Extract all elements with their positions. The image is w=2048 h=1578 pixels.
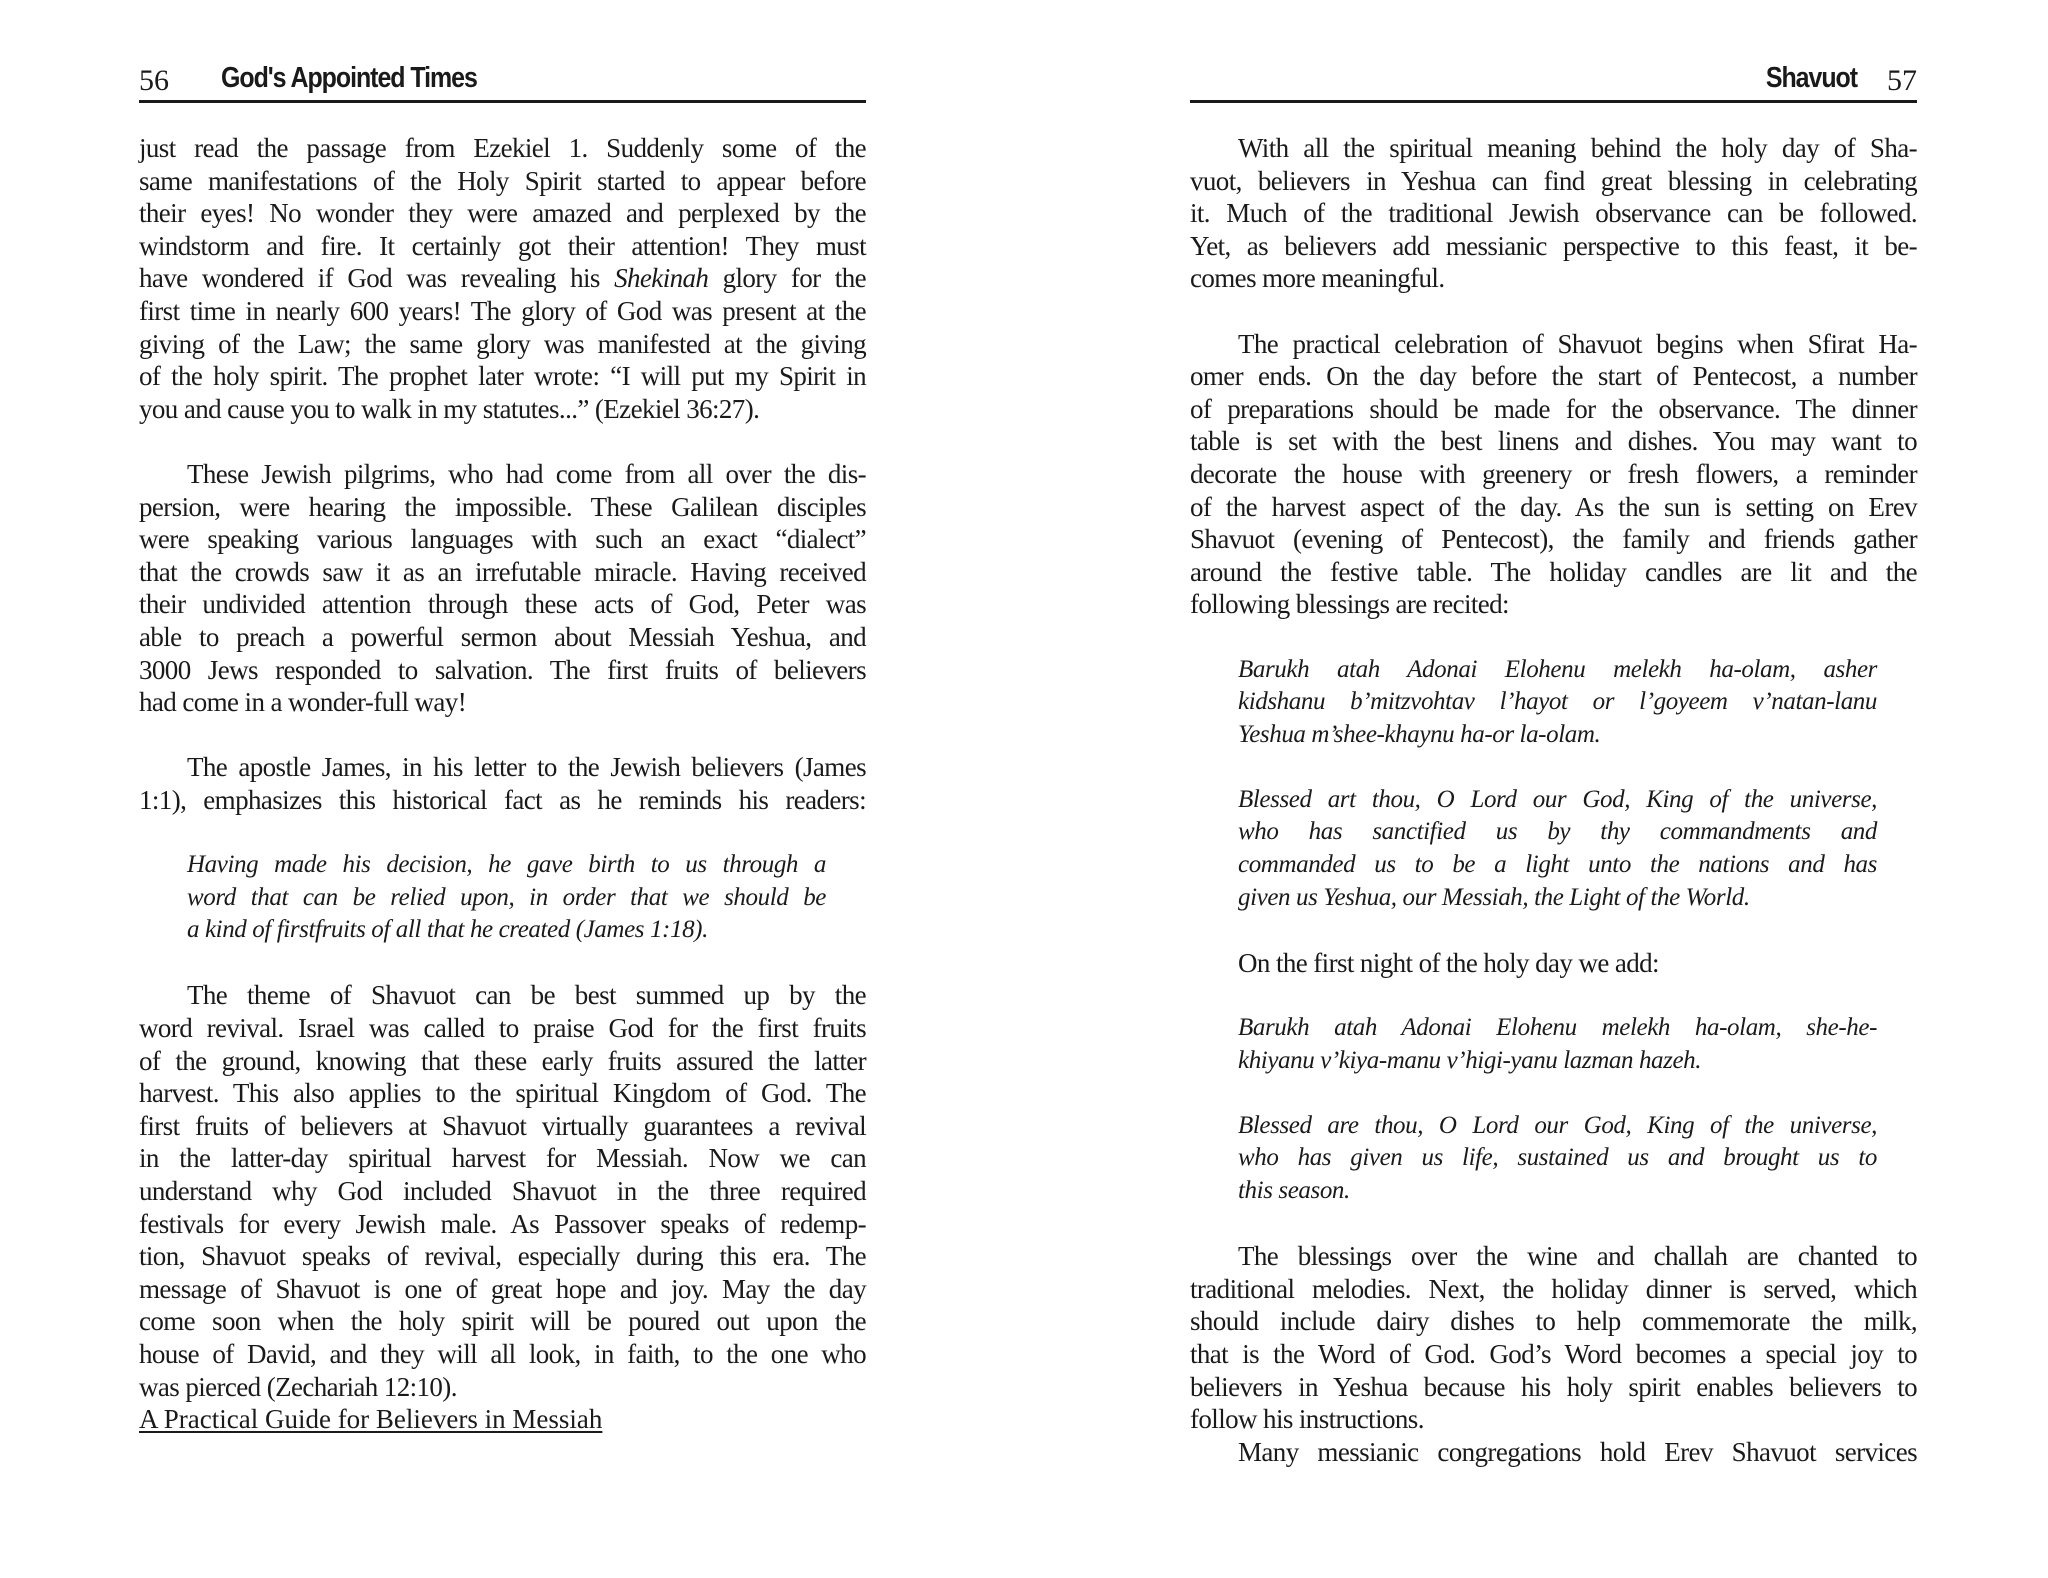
text-line: come soon when the holy spirit will be poured out upon the [139, 1306, 866, 1337]
quote-line: a kind of firstfruits of all that he created (James 1:18). [187, 916, 708, 944]
text-line: The blessings over the wine and challah are chanted to [1238, 1241, 1917, 1272]
text-line: traditional melodies. Next, the holiday dinner is served, which [1190, 1273, 1917, 1304]
paragraph [139, 132, 866, 425]
text-line: message of Shavuot is one of great hope and joy. May the day [139, 1273, 866, 1304]
text-line: it. Much of the traditional Jewish observance can be followed. [1190, 198, 1917, 229]
text-line: of the ground, knowing that these early fruits assured the latter [139, 1045, 866, 1076]
text-line: was pierced (Zechariah 12:10). [139, 1371, 457, 1402]
text-line: windstorm and fire. It certainly got their attention! They must [139, 230, 866, 261]
text-line: around the festive table. The holiday candles are lit and the [1190, 556, 1917, 587]
quote-line: Yeshua m’shee-khaynu ha-or la-olam. [1238, 720, 1601, 748]
text-line-with-italic: have wondered if God was revealing his Shekinah glory for the [139, 263, 866, 294]
quote-line: Having made his decision, he gave birth to us through a [187, 851, 826, 879]
text-line: same manifestations of the Holy Spirit started to appear before [139, 165, 866, 196]
text-line: first fruits of believers at Shavuot virtually guarantees a revival [139, 1110, 866, 1141]
text-line: following blessings are recited: [1190, 589, 1509, 620]
running-title: Shavuot [1765, 62, 1857, 94]
section-heading: A Practical Guide for Believers in Messiah [139, 1404, 603, 1435]
text-line: able to preach a powerful sermon about Messiah Yeshua, and [139, 621, 866, 652]
text-line: had come in a wonder-full way! [139, 687, 467, 718]
quote-line: who has sanctified us by thy commandments and [1238, 818, 1877, 846]
paragraph [1190, 132, 1917, 295]
quote-line: Blessed are thou, O Lord our God, King of the universe, [1238, 1111, 1877, 1139]
text-line: that the crowds saw it as an irrefutable miracle. Having received [139, 556, 866, 587]
text-line: that is the Word of God. God’s Word becomes a special joy to [1190, 1338, 1917, 1369]
blessing-english [1190, 784, 1917, 914]
scripture-quote [139, 849, 866, 947]
text-line: These Jewish pilgrims, who had come from all over the dis- [187, 458, 866, 489]
text-line: decorate the house with greenery or fresh flowers, a reminder [1190, 458, 1917, 489]
paragraph [139, 979, 866, 1403]
text-line: in the latter-day spiritual harvest for Messiah. Now we can [139, 1143, 866, 1174]
page-number: 56 [139, 64, 169, 97]
text-line: should include dairy dishes to help commemorate the milk, [1190, 1306, 1917, 1337]
text-line: The apostle James, in his letter to the Jewish believers (James [187, 752, 866, 783]
paragraph [139, 458, 866, 719]
text-line: follow his instructions. [1190, 1404, 1424, 1435]
text-line: understand why God included Shavuot in the three required [139, 1176, 866, 1206]
paragraph [1190, 328, 1917, 621]
quote-line: word that can be relied upon, in order that we should be [187, 883, 826, 911]
text-line: 3000 Jews responded to salvation. The first fruits of believers [139, 654, 866, 685]
text-line: you and cause you to walk in my statutes...” (Ezekiel 36:27). [139, 393, 760, 424]
quote-line: khiyanu v’kiya-manu v’higi-yanu lazman hazeh. [1238, 1046, 1702, 1074]
paragraph [1190, 1436, 1917, 1469]
text-line: With all the spiritual meaning behind the holy day of Sha- [1238, 133, 1917, 163]
quote-line: who has given us life, sustained us and brought us to [1238, 1144, 1877, 1172]
text-line: comes more meaningful. [1190, 263, 1445, 294]
text-line: were speaking various languages with such an exact “dialect” [139, 524, 866, 555]
text-line: On the first night of the holy day we add: [1238, 947, 1659, 978]
text-line: their undivided attention through these acts of God, Peter was [139, 589, 866, 620]
text-line: harvest. This also applies to the spiritual Kingdom of God. The [139, 1078, 866, 1109]
text-line: of the holy spirit. The prophet later wrote: “I will put my Spirit in [139, 361, 866, 392]
text-line: giving of the Law; the same glory was manifested at the giving [139, 328, 866, 359]
quote-line: given us Yeshua, our Messiah, the Light of the World. [1238, 883, 1750, 911]
text-line: tion, Shavuot speaks of revival, especially during this era. The [139, 1241, 866, 1272]
left-page-header [139, 62, 866, 103]
text-line: vuot, believers in Yeshua can find great blessing in celebrating [1190, 165, 1917, 196]
quote-line: this season. [1238, 1177, 1350, 1204]
text-line: of the harvest aspect of the day. As the sun is setting on Erev [1190, 491, 1917, 522]
text-line: word revival. Israel was called to praise God for the first fruits [139, 1013, 866, 1044]
left-page-body [139, 132, 866, 1436]
quote-line: Barukh atah Adonai Elohenu melekh ha-olam, asher [1238, 655, 1877, 683]
blessing-english [1190, 1110, 1917, 1208]
quote-line: Barukh atah Adonai Elohenu melekh ha-olam, she-he- [1238, 1014, 1877, 1042]
paragraph [1190, 947, 1917, 980]
italic-term: Shekinah [614, 263, 709, 294]
paragraph [1190, 1240, 1917, 1436]
blessing-hebrew [1190, 654, 1917, 752]
text-line: their eyes! No wonder they were amazed and perplexed by the [139, 198, 866, 229]
right-page-header [1190, 62, 1917, 103]
quote-line: commanded us to be a light unto the nations and has [1238, 851, 1877, 879]
text-line: Shavuot (evening of Pentecost), the family and friends gather [1190, 524, 1917, 555]
text-line: persion, were hearing the impossible. These Galilean disciples [139, 491, 866, 522]
text-line: The theme of Shavuot can be best summed up by the [187, 980, 866, 1011]
text-line: The practical celebration of Shavuot begins when Sfirat Ha- [1238, 328, 1917, 359]
text-line: first time in nearly 600 years! The glory of God was present at the [139, 295, 866, 326]
blessing-hebrew [1190, 1012, 1917, 1077]
text-line: 1:1), emphasizes this historical fact as he reminds his readers: [139, 784, 866, 815]
right-page-body [1190, 132, 1917, 1468]
text-line: omer ends. On the day before the start of Pentecost, a number [1190, 361, 1917, 392]
running-title: God's Appointed Times [221, 62, 477, 94]
text-line: believers in Yeshua because his holy spirit enables believers to [1190, 1371, 1917, 1402]
quote-line: kidshanu b’mitzvohtav l’hayot or l’goyeem v’natan-lanu [1238, 688, 1877, 716]
text-line: festivals for every Jewish male. As Passover speaks of redemp- [139, 1208, 866, 1239]
quote-line: Blessed art thou, O Lord our God, King of the universe, [1238, 785, 1877, 813]
text-line: table is set with the best linens and dishes. You may want to [1190, 426, 1917, 457]
page-number: 57 [1887, 64, 1917, 97]
text-line: just read the passage from Ezekiel 1. Suddenly some of the [139, 133, 866, 163]
text-line: of preparations should be made for the observance. The dinner [1190, 393, 1917, 424]
text-line: Yet, as believers add messianic perspective to this feast, it be- [1190, 230, 1917, 261]
paragraph [139, 751, 866, 816]
text-line: house of David, and they will all look, in faith, to the one who [139, 1338, 866, 1369]
text-line: Many messianic congregations hold Erev Shavuot services [1238, 1436, 1917, 1467]
